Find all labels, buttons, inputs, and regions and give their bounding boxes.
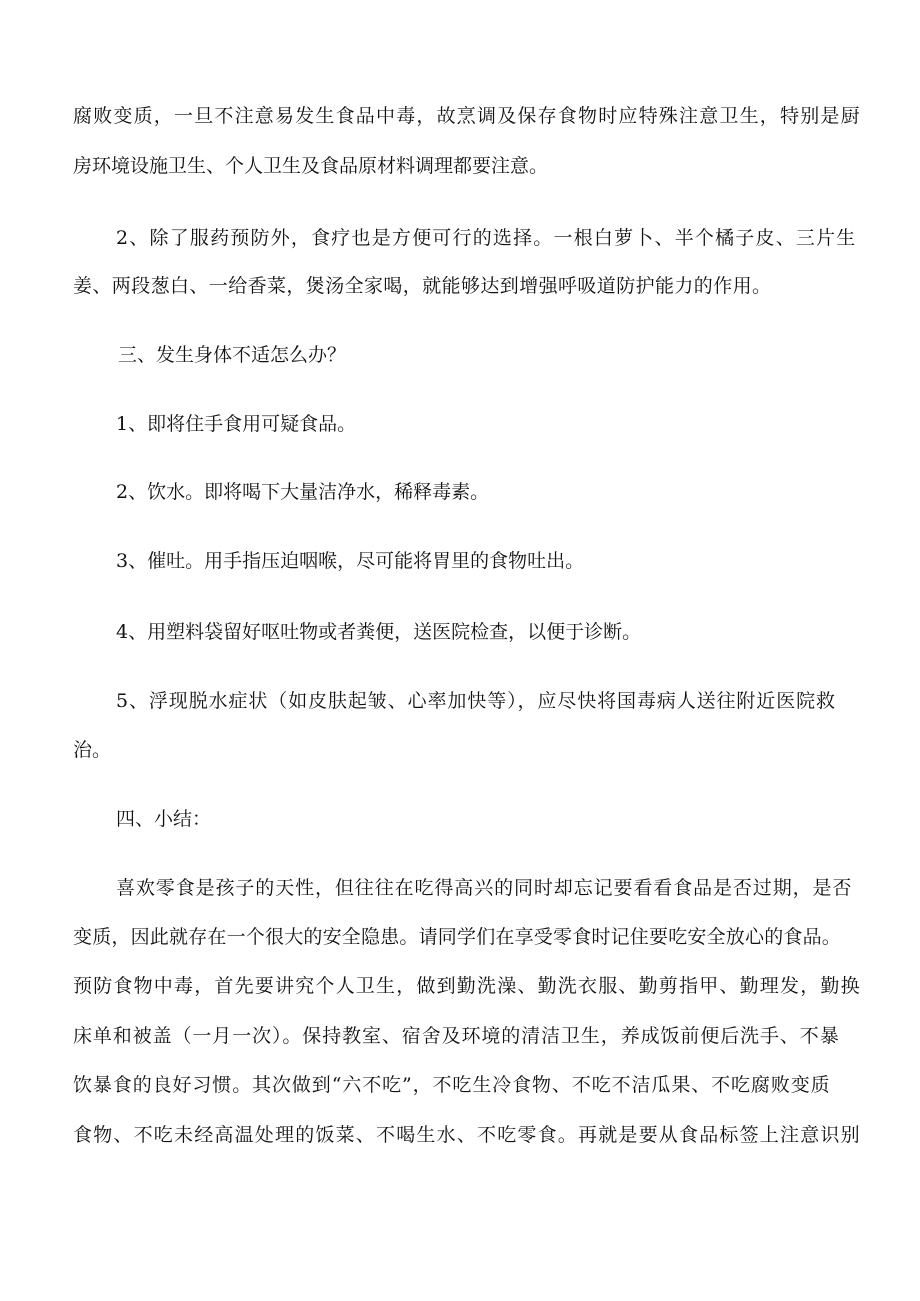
body-line: 2、除了服药预防外，食疗也是方便可行的选择。一根白萝卜、半个橘子皮、三片生 <box>116 227 857 249</box>
body-line: 3、催吐。用手指压迫咽喉，尽可能将胃里的食物吐出。 <box>116 550 585 572</box>
body-line: 腐败变质，一旦不注意易发生食品中毒，故烹调及保存食物时应特殊注意卫生，特别是厨 <box>73 105 861 127</box>
body-line: 饮暴食的良好习惯。其次做到“六不吃”，不吃生冷食物、不吃不洁瓜果、不吃腐败变质 <box>73 1074 831 1096</box>
body-line: 变质，因此就存在一个很大的安全隐患。请同学们在享受零食时记住要吃安全放心的食品。 <box>73 926 842 948</box>
body-line: 治。 <box>73 739 112 761</box>
body-line: 1、即将住手食用可疑食品。 <box>116 413 357 435</box>
body-line: 预防食物中毒，首先要讲究个人卫生，做到勤洗澡、勤洗衣服、勤剪指甲、勤理发，勤换 <box>73 975 861 997</box>
body-line: 房环境设施卫生、个人卫生及食品原材料调理都要注意。 <box>73 155 549 177</box>
body-line: 4、用塑料袋留好呕吐物或者粪便，送医院检查，以便于诊断。 <box>116 621 642 643</box>
body-line: 姜、两段葱白、一给香菜，煲汤全家喝，就能够达到增强呼吸道防护能力的作用。 <box>73 275 772 297</box>
body-line: 2、饮水。即将喝下大量洁净水，稀释毒素。 <box>116 481 490 503</box>
body-line: 床单和被盖（一月一次）。保持教室、宿舍及环境的清洁卫生，养成饭前便后洗手、不暴 <box>73 1025 840 1047</box>
section-heading: 三、发生身体不适怎么办？ <box>118 344 347 366</box>
section-heading: 四、小结： <box>116 808 212 830</box>
body-line: 喜欢零食是孩子的天性，但往往在吃得高兴的同时却忘记要看看食品是否过期，是否 <box>116 877 853 899</box>
body-line: 食物、不吃未经高温处理的饭菜、不喝生水、不吃零食。再就是要从食品标签上注意识别 <box>73 1124 861 1146</box>
body-line: 5、浮现脱水症状（如皮肤起皱、心率加快等），应尽快将国毒病人送往附近医院救 <box>116 690 836 712</box>
